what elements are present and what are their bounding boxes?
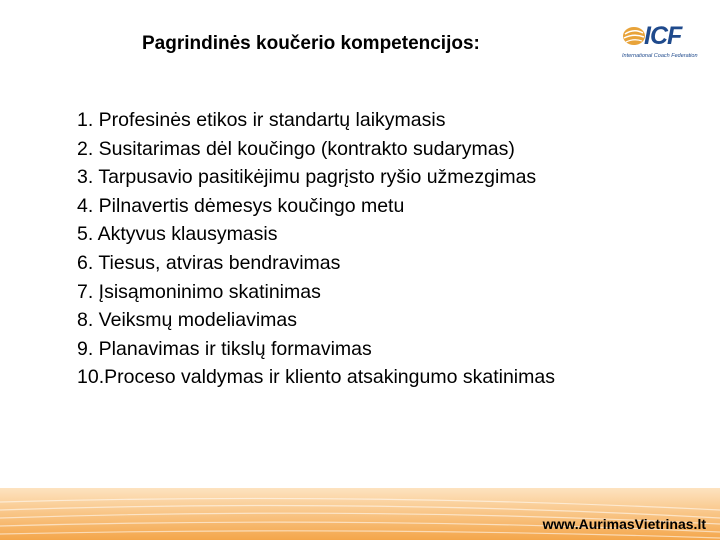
competency-item: 3. Tarpusavio pasitikėjimu pagrįsto ryšio užmezgimas — [77, 166, 537, 189]
competency-item: 4. Pilnavertis dėmesys koučingo metu — [77, 194, 405, 217]
footer-band — [0, 488, 720, 540]
icf-logo — [622, 22, 702, 68]
competency-item: 8. Veiksmų modeliavimas — [77, 309, 298, 332]
icf-logo-tagline: International Coach Federation — [622, 53, 698, 59]
competency-list — [77, 106, 555, 392]
footer-url: www.AurimasVietrinas.lt — [542, 516, 706, 532]
competency-item: 6. Tiesus, atviras bendravimas — [77, 251, 341, 274]
competency-item: 9. Planavimas ir tikslų formavimas — [77, 337, 372, 360]
footer-stripes — [0, 488, 720, 540]
slide-title: Pagrindinės koučerio kompetencijos: — [142, 33, 480, 54]
icf-logo-text: ICF — [644, 22, 682, 50]
competency-item: 2. Susitarimas dėl koučingo (kontrakto sudarymas) — [77, 137, 515, 160]
competency-item: 10.Proceso valdymas ir kliento atsakingumo skatinimas — [77, 366, 555, 389]
competency-item: 5. Aktyvus klausymasis — [77, 223, 278, 246]
competency-item: 7. Įsisąmoninimo skatinimas — [77, 280, 321, 303]
competency-item: 1. Profesinės etikos ir standartų laikymasis — [77, 109, 446, 131]
